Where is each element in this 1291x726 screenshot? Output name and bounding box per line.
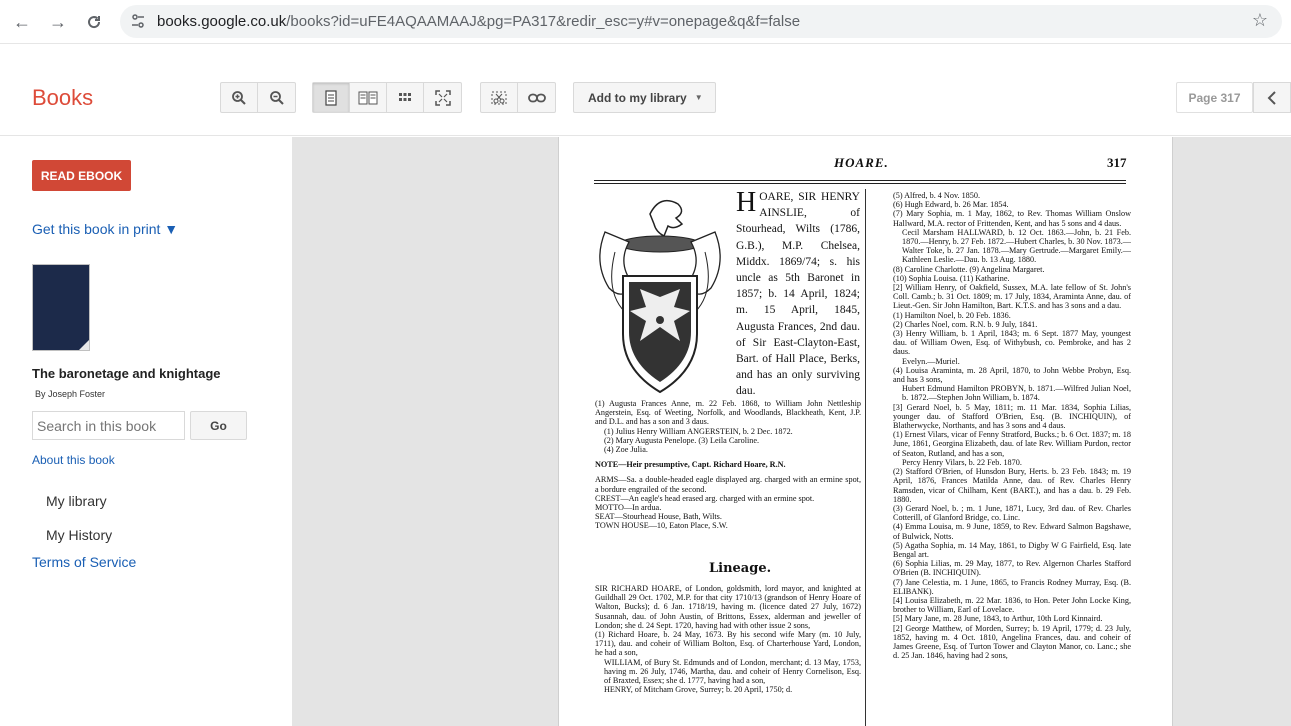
text-line: (6) Sophia Lilias, m. 29 May, 1877, to Rev. Algernon Charles Stafford O'Brien (B. INCHIQUIN). — [893, 559, 1131, 578]
lineage-heading: Lineage. — [709, 561, 772, 576]
text-line: (8) Caroline Charlotte. (9) Angelina Margaret. — [893, 264, 1045, 274]
address-bar[interactable] — [120, 5, 1282, 38]
reload-icon[interactable] — [80, 8, 108, 36]
text-line: SEAT—Stourhead House, Bath, Wilts. — [595, 512, 722, 522]
text-line: (4) Emma Louisa, m. 9 June, 1859, to Rev. Edward Salmon Bagshawe, of Bulwick, Notts. — [893, 522, 1131, 541]
text-line: (1) Ernest Vilars, vicar of Fenny Stratford, Bucks.; b. 6 Oct. 1837; m. 18 June, 1861, Georgina Elizabeth, dau. of late Rev. William Purdon, rector of Seaton, Rutland, and has a son, — [893, 430, 1131, 458]
text-line: [2] George Matthew, of Morden, Surrey; b. 19 April, 1779; d. 23 July, 1852, having m. 4 Oct. 1810, Angelina Frances, dau. and coheir of James Greene, Esq. of Turton Tower and Clayton Manor, co. Lanc.; she d. 25 Jan. 1846, having had 2 sons, — [893, 623, 1131, 661]
text-line: (10) Sophia Louisa. (11) Katharine. — [893, 273, 1010, 283]
text-line: (6) Hugh Edward, b. 26 Mar. 1854. — [893, 200, 1009, 210]
text-line: (4) Zoe Julia. — [604, 445, 648, 455]
book-page — [558, 137, 1173, 726]
text-line: (1) Hamilton Noel, b. 20 Feb. 1836. — [893, 310, 1011, 320]
back-icon[interactable]: ← — [13, 11, 31, 32]
text-line: Evelyn.—Muriel. — [902, 356, 960, 366]
view-mode-group — [312, 82, 462, 113]
chevron-down-icon: ▼ — [694, 93, 703, 102]
page-number-field[interactable]: Page 317 — [1176, 82, 1253, 113]
search-go-button[interactable]: Go — [190, 411, 247, 440]
text-line: (1) Julius Henry William ANGERSTEIN, b. 2 Dec. 1872. — [604, 426, 793, 436]
previous-page-button[interactable] — [1253, 82, 1291, 113]
text-line: WILLIAM, of Bury St. Edmunds and of London, merchant; d. 13 May, 1753, having m. 26 July, 1746, Martha, dau. and coheir of Henry Cornelison, Esq. of Braxted, Essex; she d. 1777, having had a son, — [604, 657, 861, 686]
right-column — [893, 191, 1131, 660]
text-line: (7) Jane Celestia, m. 1 June, 1865, to Francis Rodney Murray, Esq. (B. ELIBANK). — [893, 577, 1131, 596]
text-line: (4) Louisa Araminta, m. 28 April, 1870, to John Webbe Probyn, Esq. and has 3 sons, — [893, 365, 1131, 385]
browser-toolbar — [0, 0, 1291, 44]
text-line: NOTE—Heir presumptive, Capt. Richard Hoare, R.N. — [595, 460, 786, 470]
coat-of-arms-image — [595, 192, 725, 397]
text-line: (1) Richard Hoare, b. 24 May, 1673. By his second wife Mary (m. 10 July, 1711), dau. and coheir of William Bolton, Esq. of Charterhouse Yard, London, he had a son, — [595, 630, 861, 658]
get-book-in-print-link[interactable]: Get this book in print ▼ — [32, 221, 179, 237]
book-author: By Joseph Foster — [35, 389, 106, 399]
book-viewer[interactable] — [292, 137, 1291, 726]
zoom-group — [220, 82, 296, 113]
books-toolbar — [0, 60, 1291, 136]
sidebar — [0, 137, 292, 726]
thumbnail-view-icon[interactable] — [387, 83, 424, 112]
bookmark-star-icon[interactable]: ☆ — [1251, 10, 1268, 30]
text-line: Hubert Edmund Hamilton PROBYN, b. 1871.—Wilfred Julian Noel, b. 1872.—Stephen John William, b. 1874. — [902, 384, 1131, 403]
text-line: (5) Agatha Sophia, m. 14 May, 1861, to Digby W G Fairfield, Esq. late Bengal art. — [893, 540, 1131, 559]
url-path: /books?id=uFE4AQAAMAAJ&pg=PA317&redir_esc=y#v=onepage&q&f=false — [286, 13, 801, 30]
book-title: The baronetage and knightage — [32, 366, 221, 381]
add-to-library-button[interactable] — [573, 82, 716, 113]
text-line: (2) Mary Augusta Penelope. (3) Leila Caroline. — [604, 435, 760, 445]
single-page-view-icon[interactable] — [313, 83, 350, 112]
page-header: HOARE. — [834, 155, 889, 170]
two-page-view-icon[interactable] — [350, 83, 387, 112]
text-line: SIR RICHARD HOARE, of London, goldsmith, lord mayor, and knighted at Guildhall 29 Oct. 1702, M.P. for that city 1710/13 (grandson of Henry Hoare of Walton, Bucks); d. 6 Jan. 1718/19, having m. (licence dated 27 July, 1672) Susannah, dau. of John Austin, of Brittons, Essex, alderman and jeweller of London; she d. 24 Sept. 1720, having had with other issue 2 sons, — [595, 584, 861, 630]
forward-icon[interactable]: → — [49, 11, 67, 32]
entry-intro — [736, 189, 860, 400]
link-icon[interactable] — [518, 83, 555, 112]
url-host: books.google.co.uk — [157, 13, 287, 30]
text-line: CREST—An eagle's head erased arg. charged with an ermine spot. — [595, 493, 815, 503]
text-line: [4] Louisa Elizabeth, m. 22 Mar. 1836, to Hon. Peter John Locke King, brother to William, Earl of Lovelace. — [893, 595, 1131, 615]
drop-cap: H — [736, 187, 757, 218]
my-history-link[interactable]: My History — [46, 527, 113, 543]
text-line: MOTTO—In ardua. — [595, 503, 662, 513]
text-line: (3) Gerard Noel, b. ; m. 1 June, 1871, Lucy, 3rd dau. of Rev. Charles Cotterill, of Glanford Bridge, co. Linc. — [893, 503, 1131, 523]
fullscreen-icon[interactable] — [424, 83, 461, 112]
text-line: HENRY, of Mitcham Grove, Surrey; b. 20 April, 1750; d. — [604, 685, 793, 695]
zoom-out-icon[interactable] — [258, 83, 295, 112]
book-cover[interactable] — [32, 264, 90, 351]
text-line: Percy Henry Vilars, b. 22 Feb. 1870. — [902, 457, 1022, 467]
about-this-book-link[interactable]: About this book — [32, 453, 115, 467]
text-line: (3) Henry William, b. 1 April, 1843; m. 6 Sept. 1877 May, youngest dau. of William Owen, Esq. of Withybush, co. Pembroke, and has 2 daus. — [893, 329, 1131, 357]
page-number: 317 — [1107, 155, 1127, 170]
terms-of-service-link[interactable]: Terms of Service — [32, 554, 137, 570]
text-line: (2) Stafford O'Brien, of Hunsdon Bury, Herts. b. 23 Feb. 1843; m. 19 April, 1876, Frances Matilda Anne, dau. of Rev. Charles Henry Ramsden, vicar of Chilham, Kent (BART.), and has a dau. b. 29 Feb. 1880. — [893, 467, 1131, 504]
header-rule-double — [594, 183, 1126, 184]
text-line: [2] William Henry, of Oakfield, Sussex, M.A. late fellow of St. John's Coll. Camb.; b. 31 Oct. 1809; m. 17 July, 1834, Araminta Anne, dau. of Lieut.-Gen. Sir John Hamilton, Bart. K.T.S. and has 3 sons and a dau. — [893, 283, 1131, 311]
share-group — [480, 82, 556, 113]
zoom-in-icon[interactable] — [221, 83, 258, 112]
left-column-upper — [595, 399, 861, 531]
site-settings-icon[interactable] — [129, 12, 147, 30]
text-line: (1) Augusta Frances Anne, m. 22 Feb. 1868, to William John Nettleship Angerstein, Esq. of Weeting, Norfolk, and Woodlands, Blackheath, Kent, J.P. and D.L. and has a son and 3 daus. — [595, 399, 861, 427]
text-line: Cecil Marsham HALLWARD, b. 12 Oct. 1863.—John, b. 21 Feb. 1870.—Henry, b. 27 Feb. 1872.—Hubert Charles, b. 30 Nov. 1873.—Walter Toke, b. 27 Jan. 1878.—Mary Gertrude.—Margaret Emily.—Kathleen Leslie.—Dau. b. 13 Aug. 1880. — [902, 227, 1131, 265]
books-logo[interactable]: Books — [32, 85, 94, 110]
intro-text: OARE, SIR HENRY AINSLIE, of Stourhead, Wilts (1786, G.B.), M.P. Chelsea, Middx. 1869/74; s. his uncle as 5th Baronet in 1857; b. 14 April, 1824; m. 15 April, 1845, Augusta Frances, 2nd dau. of Sir East-Clayton-East, Bart. of Hall Place, Berks, and has an only surviving dau. — [736, 191, 860, 398]
column-divider — [865, 189, 866, 726]
cover-page-fold — [79, 340, 89, 350]
text-line: (7) Mary Sophia, m. 1 May, 1862, to Rev. Thomas William Onslow Hallward, M.A. rector of Frittenden, Kent, and has 5 sons and 4 daus. — [893, 209, 1131, 228]
url-text — [157, 13, 800, 30]
text-line: (5) Alfred, b. 4 Nov. 1850. — [893, 191, 981, 200]
my-library-link[interactable]: My library — [46, 493, 107, 509]
text-line: ARMS—Sa. a double-headed eagle displayed arg. charged with an ermine spot, a bordure engrailed of the second. — [595, 475, 861, 494]
left-column-lower — [595, 584, 861, 694]
text-line: TOWN HOUSE—10, Eaton Place, S.W. — [595, 521, 728, 531]
text-line: [3] Gerard Noel, b. 5 May, 1811; m. 11 Mar. 1834, Sophia Lilias, younger dau. of Stafford O'Brien, Esq. (B. INCHIQUIN), of Blatherwycke, Northants, and has 3 sons and 4 daus. — [893, 402, 1131, 431]
text-line: [5] Mary Jane, m. 28 June, 1843, to Arthur, 10th Lord Kinnaird. — [893, 614, 1103, 624]
header-rule — [594, 180, 1126, 181]
read-ebook-button[interactable]: READ EBOOK — [32, 160, 131, 191]
clip-icon[interactable] — [481, 83, 518, 112]
add-to-library-label: Add to my library — [588, 90, 687, 105]
text-line: (2) Charles Noel, com. R.N. b. 9 July, 1841. — [893, 319, 1038, 329]
search-in-book-input[interactable] — [32, 411, 185, 440]
